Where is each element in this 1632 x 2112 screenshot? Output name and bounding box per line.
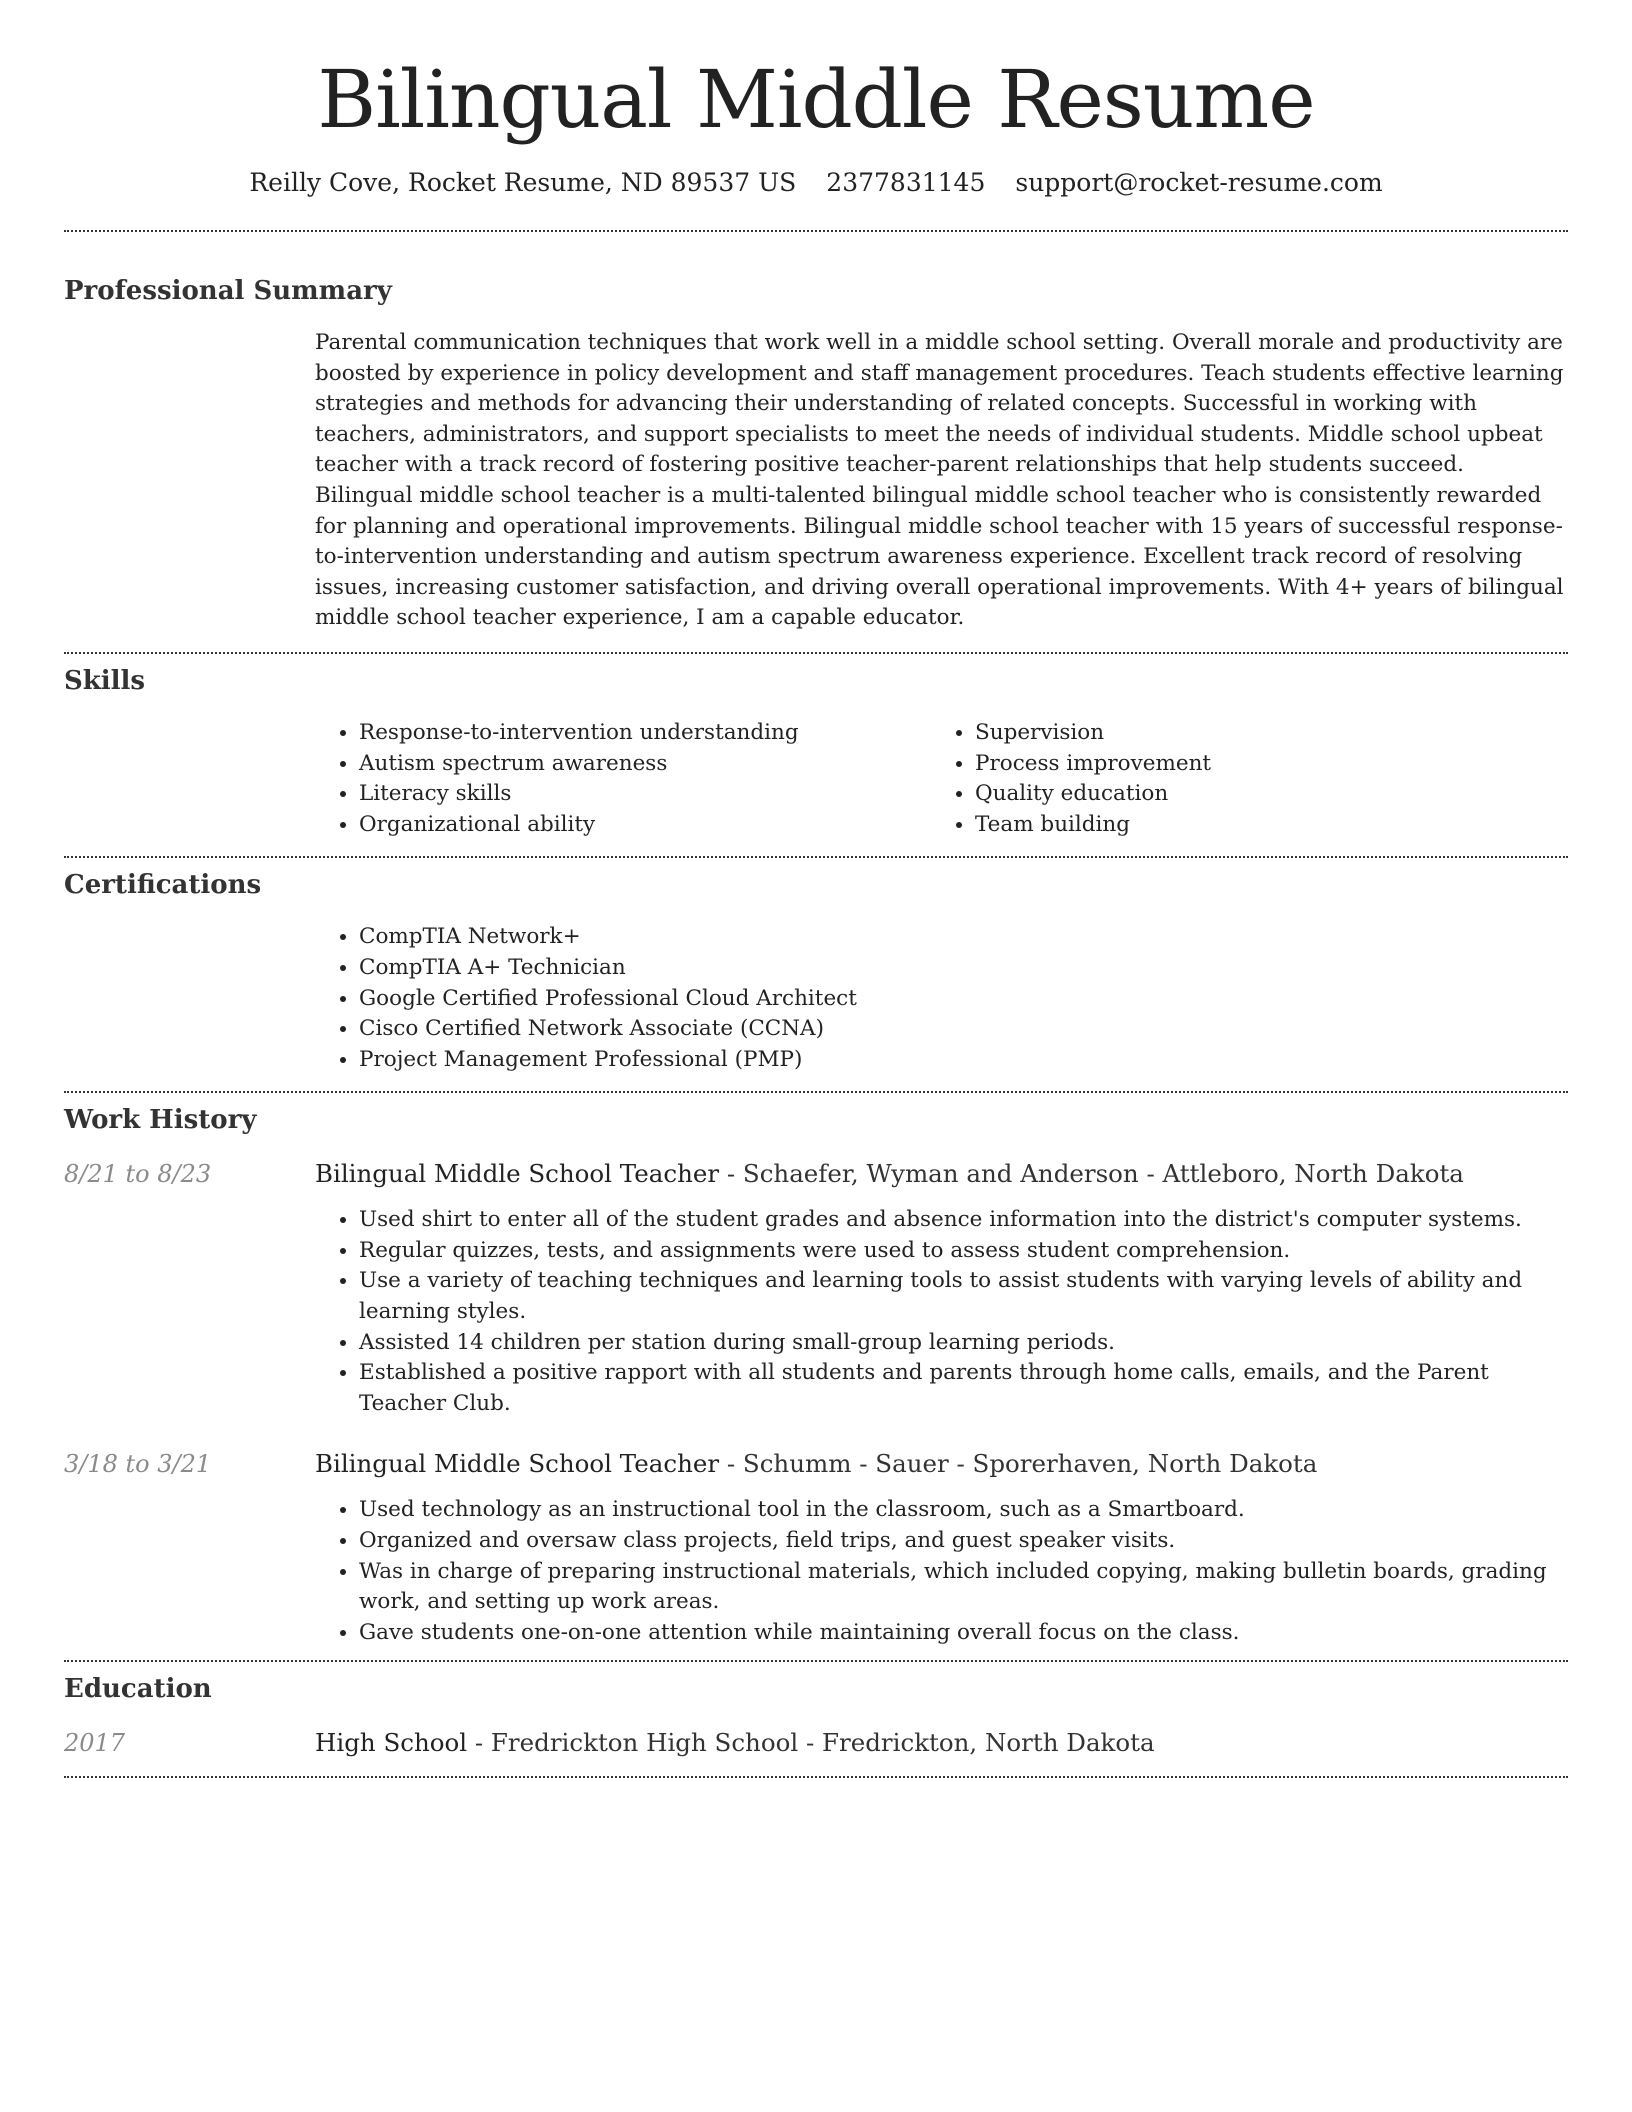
skills-section [64, 654, 1568, 840]
job-role: Bilingual Middle School Teacher [315, 1159, 720, 1189]
skill-item: • Organizational ability [359, 810, 931, 841]
job-employer-location: - Schumm - Sauer - Sporerhaven, North Dakota [719, 1449, 1318, 1479]
job-heading [315, 1157, 1464, 1191]
summary-body [315, 328, 1568, 634]
certifications-heading: Certifications [64, 870, 262, 901]
job-bullets [315, 1495, 1568, 1648]
job-dates: 8/21 to 8/23 [64, 1160, 212, 1189]
job-heading [315, 1447, 1317, 1481]
job-bullet: • Use a variety of teaching techniques and learning tools to assist students with varying levels of ability and learning styles. [359, 1266, 1568, 1327]
certifications-list [315, 922, 1568, 1075]
job-entry [64, 1157, 1568, 1419]
skill-item: • Process improvement [975, 749, 1547, 780]
job-bullet: • Regular quizzes, tests, and assignments were used to assess student comprehension. [359, 1236, 1568, 1267]
work-heading: Work History [64, 1105, 257, 1136]
work-section [64, 1093, 1568, 1648]
job-bullet: • Used technology as an instructional tool in the classroom, such as a Smartboard. [359, 1495, 1568, 1526]
job-bullet: • Assisted 14 children per station during small-group learning periods. [359, 1328, 1568, 1359]
resume-title: Bilingual Middle Resume [317, 53, 1315, 146]
certification-item: • Google Certified Professional Cloud Architect [359, 984, 1568, 1015]
job-role: Bilingual Middle School Teacher [315, 1449, 720, 1479]
education-degree: High School [315, 1728, 468, 1758]
summary-heading: Professional Summary [64, 276, 392, 306]
contact-address: Reilly Cove, Rocket Resume, ND 89537 US [249, 168, 797, 197]
education-year: 2017 [64, 1729, 126, 1758]
summary-text: Parental communication techniques that work well in a middle school setting. Overall morale and productivity are boosted by experience in policy development and staff management procedures. Teach students effective learning strategies and methods for advancing their understanding of related concepts. Successful in working with teachers, administrators, and support specialists to meet the needs of individual students. Middle school upbeat teacher with a track record of fostering positive teacher-parent relationships that help students succeed. Bilingual middle school teacher is a multi-talented bilingual middle school teacher who is consistently rewarded for planning and operational improvements. Bilingual middle school teacher with 15 years of successful response-to-intervention understanding and autism spectrum awareness experience. Excellent track record of resolving issues, increasing customer satisfaction, and driving overall operational improvements. With 4+ years of bilingual middle school teacher experience, I am a capable educator. [315, 330, 1564, 631]
certification-item: • CompTIA Network+ [359, 922, 1568, 953]
skill-item: • Supervision [975, 718, 1547, 749]
education-heading: Education [64, 1674, 212, 1705]
job-details [315, 1205, 1568, 1419]
summary-section [64, 232, 1568, 634]
skill-item: • Response-to-intervention understanding [359, 718, 931, 749]
education-divider [64, 1776, 1568, 1778]
job-bullet: • Organized and oversaw class projects, field trips, and guest speaker visits. [359, 1526, 1568, 1557]
skills-list-right [931, 718, 1547, 840]
contact-line [64, 166, 1568, 200]
job-header [64, 1447, 1568, 1481]
certification-item: • CompTIA A+ Technician [359, 953, 1568, 984]
job-employer-location: - Schaefer, Wyman and Anderson - Attleboro, North Dakota [719, 1159, 1464, 1189]
job-bullet: • Gave students one-on-one attention while maintaining overall focus on the class. [359, 1618, 1568, 1649]
job-details [315, 1495, 1568, 1648]
skill-item: • Autism spectrum awareness [359, 749, 931, 780]
contact-phone: 2377831145 [826, 168, 986, 197]
education-heading-line [315, 1726, 1155, 1760]
contact-email: support@rocket-resume.com [1015, 168, 1383, 197]
certification-item: • Project Management Professional (PMP) [359, 1045, 1568, 1076]
certification-item: • Cisco Certified Network Associate (CCNA) [359, 1014, 1568, 1045]
education-school-location: - Fredrickton High School - Fredrickton, North Dakota [467, 1728, 1155, 1758]
education-section [64, 1662, 1568, 1760]
education-entry [64, 1726, 1568, 1760]
skills-heading: Skills [64, 665, 146, 696]
job-bullet: • Used shirt to enter all of the student grades and absence information into the district's computer systems. [359, 1205, 1568, 1236]
certifications-section [64, 858, 1568, 1075]
job-bullets [315, 1205, 1568, 1419]
job-bullet: • Was in charge of preparing instructional materials, which included copying, making bulletin boards, grading work, and setting up work areas. [359, 1557, 1568, 1618]
job-header [64, 1157, 1568, 1191]
skill-item: • Literacy skills [359, 779, 931, 810]
job-bullet: • Established a positive rapport with all students and parents through home calls, emails, and the Parent Teacher Club. [359, 1358, 1568, 1419]
certifications-body [315, 922, 1568, 1075]
skill-item: • Team building [975, 810, 1547, 841]
skills-list-left [315, 718, 931, 840]
job-dates: 3/18 to 3/21 [64, 1450, 212, 1479]
skill-item: • Quality education [975, 779, 1547, 810]
skills-grid [315, 718, 1568, 840]
job-entry [64, 1447, 1568, 1648]
